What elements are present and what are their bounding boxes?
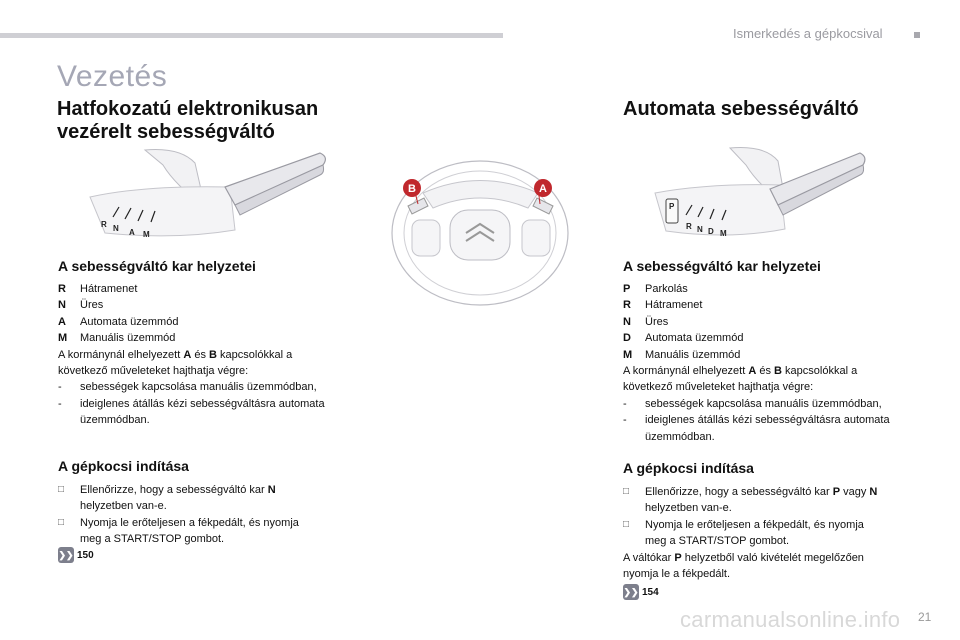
right-paddles-paragraph: A kormánynál elhelyezett A és B kapcsolókkal a következő műveleteket hajthatja végre:	[623, 365, 858, 394]
left-position-row: N Üres	[58, 299, 104, 312]
chevron-badge-icon: ❯❯	[623, 584, 639, 600]
left-position-row: M Manuális üzemmód	[58, 332, 176, 345]
right-start-heading: A gépkocsi indítása	[623, 460, 754, 476]
page-title: Vezetés	[57, 60, 168, 93]
right-gate-label-p: P	[669, 202, 675, 211]
right-position-row: N Üres	[623, 315, 669, 328]
right-page-reference[interactable]: ❯❯ 154	[623, 584, 659, 600]
left-gate-label-r: R	[101, 220, 107, 229]
paddle-b-label: B	[408, 183, 416, 195]
left-start-item: □ Nyomja le erőteljesen a fékpedált, és nyomja meg a START/STOP gombot.	[58, 515, 323, 548]
left-gearbox-illustration	[85, 145, 330, 250]
left-position-row: R Hátramenet	[58, 283, 138, 295]
left-paddles-paragraph: A kormánynál elhelyezett A és B kapcsolókkal a következő műveleteket hajthatja végre:	[58, 348, 293, 378]
right-start-item: □ Nyomja le erőteljesen a fékpedált, és nyomja meg a START/STOP gombot.	[623, 517, 888, 550]
right-bullet-item: - ideiglenes átállás kézi sebességváltásra automata üzemmódban.	[623, 414, 890, 443]
chevron-badge-icon: ❯❯	[58, 547, 74, 563]
right-start-body	[623, 484, 888, 582]
left-start-item: □ Ellenőrizze, hogy a sebességváltó kar N helyzetben van-e.	[58, 482, 323, 515]
left-page-reference[interactable]: ❯❯ 150	[58, 547, 94, 563]
left-bullet-item: - sebességek kapcsolása manuális üzemmódban,	[58, 381, 317, 394]
left-positions-body	[58, 281, 328, 429]
header-square-icon	[914, 32, 920, 38]
left-gate-label-a: A	[129, 228, 135, 237]
square-bullet-icon: □	[58, 484, 65, 495]
right-position-row: R Hátramenet	[623, 299, 703, 312]
left-column-title: Hatfokozatú elektronikusan vezérelt sebességváltó	[57, 98, 319, 143]
section-title: Ismerkedés a gépkocsival	[733, 26, 883, 41]
square-bullet-icon: □	[623, 518, 630, 530]
page-number: 21	[918, 610, 932, 624]
left-gate-label-n: N	[113, 224, 119, 233]
right-gate-label-r: R	[686, 222, 692, 231]
watermark: carmanualsonline.info	[680, 607, 901, 632]
right-gate-label-m: M	[720, 229, 727, 238]
right-gate-label-n: N	[697, 225, 703, 234]
left-gate-label-m: M	[143, 230, 150, 239]
right-gearbox-illustration	[650, 145, 870, 250]
right-bullet-item: - sebességek kapcsolása manuális üzemmódban,	[623, 397, 882, 410]
right-start-item: □ Ellenőrizze, hogy a sebességváltó kar P vagy N helyzetben van-e.	[623, 484, 888, 517]
right-positions-heading: A sebességváltó kar helyzetei	[623, 258, 821, 274]
steering-wheel-illustration	[388, 148, 573, 308]
left-position-row: A Automata üzemmód	[58, 315, 179, 328]
right-position-row: P Parkolás	[623, 283, 688, 295]
right-positions-body	[623, 281, 893, 445]
right-position-row: D Automata üzemmód	[623, 332, 744, 345]
right-note: A váltókar P helyzetből való kivételét megelőzően nyomja le a fékpedált.	[623, 551, 864, 581]
left-positions-heading: A sebességváltó kar helyzetei	[58, 258, 256, 274]
left-start-heading: A gépkocsi indítása	[58, 458, 189, 474]
left-bullet-item: - ideiglenes átállás kézi sebességváltásra automata üzemmódban.	[58, 397, 325, 427]
right-gate-label-d: D	[708, 227, 714, 236]
right-column-title: Automata sebességváltó	[623, 98, 859, 120]
right-position-row: M Manuális üzemmód	[623, 348, 741, 361]
left-start-body	[58, 482, 323, 548]
paddle-a-label: A	[539, 183, 547, 195]
header-bar	[0, 33, 503, 38]
square-bullet-icon: □	[623, 486, 630, 497]
square-bullet-icon: □	[58, 516, 65, 528]
